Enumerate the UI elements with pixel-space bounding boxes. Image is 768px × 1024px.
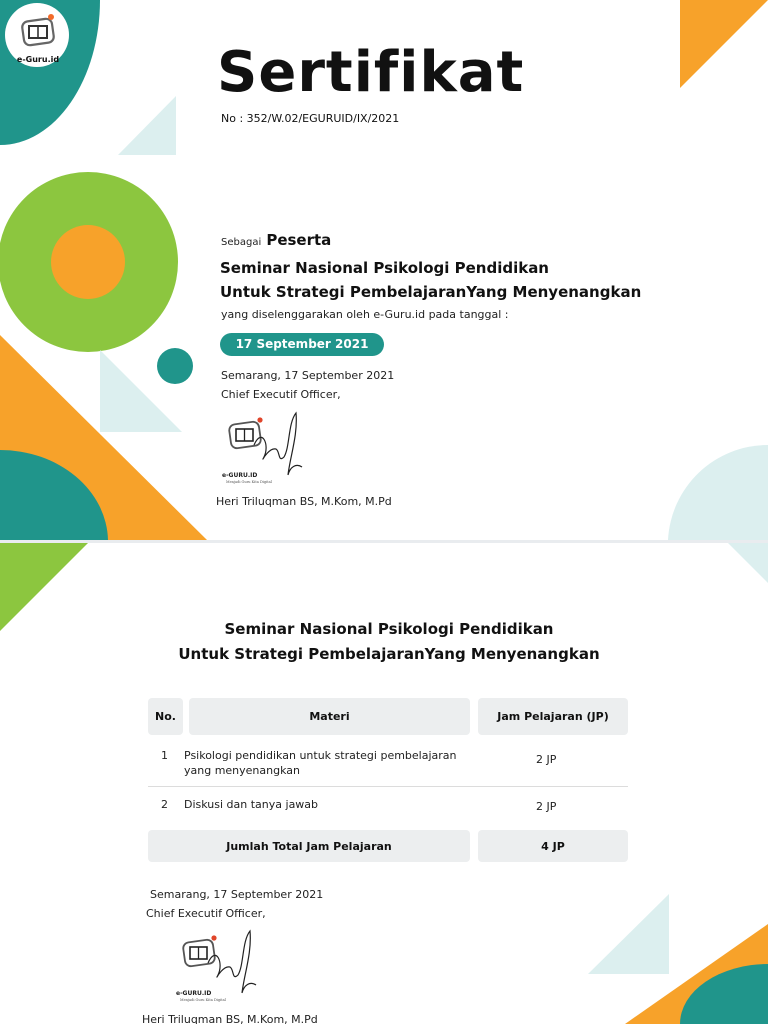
total-label: Jumlah Total Jam Pelajaran bbox=[148, 830, 470, 862]
signer-position: Chief Executif Officer, bbox=[221, 388, 341, 401]
schedule-event-title-line2: Untuk Strategi PembelajaranYang Menyenangkan bbox=[178, 645, 600, 663]
signature-logo-text: e-GURU.ID bbox=[222, 472, 258, 479]
certificate-title: Sertifikat bbox=[217, 40, 525, 105]
event-title bbox=[220, 256, 641, 304]
event-date-badge: 17 September 2021 bbox=[220, 333, 384, 356]
signature-tagline: Menjadi Guru Kita Digital bbox=[180, 998, 226, 1002]
total-value: 4 JP bbox=[478, 830, 628, 862]
signature-tagline: Menjadi Guru Kita Digital bbox=[226, 480, 272, 484]
signature-logo-icon bbox=[228, 417, 262, 449]
signature-stamp bbox=[218, 405, 318, 495]
place-date: Semarang, 17 September 2021 bbox=[150, 888, 324, 901]
teal-dot bbox=[157, 348, 193, 384]
header-jp: Jam Pelajaran (JP) bbox=[478, 698, 628, 735]
event-title-line1: Seminar Nasional Psikologi Pendidikan bbox=[220, 259, 549, 277]
decorative-background-shapes bbox=[0, 543, 768, 1024]
role-name: Peserta bbox=[266, 231, 332, 249]
signer-name: Heri Triluqman BS, M.Kom, M.Pd bbox=[142, 1013, 318, 1024]
header-materi: Materi bbox=[189, 698, 470, 735]
orange-triangle bbox=[680, 0, 768, 88]
light-blue-triangle bbox=[118, 96, 176, 155]
row-1-materi bbox=[184, 748, 457, 778]
role-line bbox=[221, 230, 331, 249]
signature-logo-text: e-GURU.ID bbox=[176, 990, 212, 997]
logo bbox=[9, 10, 67, 64]
schedule-event-title-line1: Seminar Nasional Psikologi Pendidikan bbox=[224, 620, 554, 638]
certificate-number: No : 352/W.02/EGURUID/IX/2021 bbox=[221, 112, 400, 125]
schedule-event-title bbox=[0, 617, 768, 667]
schedule-page bbox=[0, 543, 768, 1024]
light-blue-triangle bbox=[728, 543, 768, 583]
place-date: Semarang, 17 September 2021 bbox=[221, 369, 395, 382]
event-title-line2: Untuk Strategi PembelajaranYang Menyenangkan bbox=[220, 283, 642, 301]
signer-name: Heri Triluqman BS, M.Kom, M.Pd bbox=[216, 495, 392, 508]
logo-text: e-Guru.id bbox=[16, 55, 60, 64]
row-1-no: 1 bbox=[161, 749, 168, 762]
row-2-no: 2 bbox=[161, 798, 168, 811]
orange-circle bbox=[51, 225, 125, 299]
signature-stamp bbox=[172, 923, 272, 1013]
row-2-materi: Diskusi dan tanya jawab bbox=[184, 798, 319, 811]
teal-half-circle bbox=[680, 964, 768, 1024]
light-blue-triangle-2 bbox=[588, 894, 669, 974]
light-blue-half-circle bbox=[668, 445, 768, 540]
row-divider bbox=[148, 786, 628, 787]
role-prefix: Sebagai bbox=[221, 237, 262, 248]
organizer-text: yang diselenggarakan oleh e-Guru.id pada tanggal : bbox=[221, 308, 509, 321]
signer-position: Chief Executif Officer, bbox=[146, 907, 266, 920]
book-logo-icon bbox=[17, 10, 59, 52]
row-1-jp: 2 JP bbox=[536, 753, 557, 766]
row-1-materi-line1: Psikologi pendidikan untuk strategi pembelajaran bbox=[184, 749, 457, 762]
signature-logo-icon bbox=[182, 935, 216, 967]
row-1-materi-line2: yang menyenangkan bbox=[184, 764, 300, 777]
header-no: No. bbox=[148, 698, 183, 735]
row-2-jp: 2 JP bbox=[536, 800, 557, 813]
